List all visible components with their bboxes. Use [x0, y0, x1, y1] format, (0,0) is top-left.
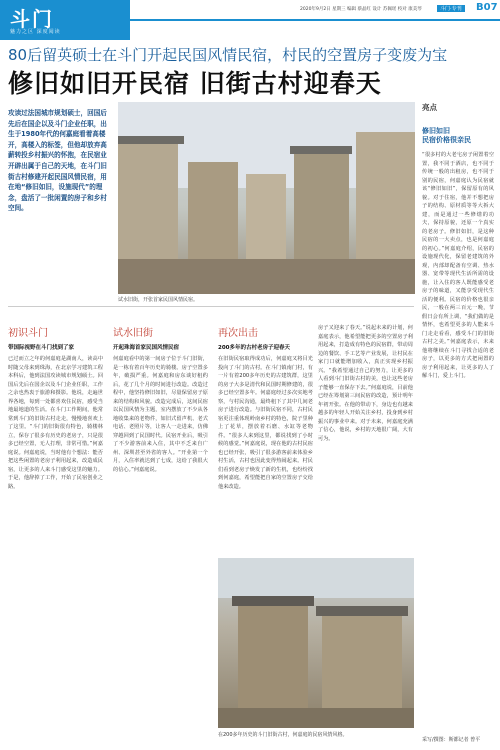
photo-caption: 试水旧街，开张首家民国风情民宿。 [118, 297, 199, 303]
column-body: 何嘉庭看中的第一间房子位于斗门旧街，是一栋有着百年历史的骑楼。房子空置多年，破损严重。何嘉庭和房东谈好租约后，花了几个月的时间进行改造。改造过程中，他坚持修旧如旧，尽量保留房子原来的结构和风貌。改造完成后，这间民宿以民国风情为主题，室内摆放了不少从各地收集来的老物件，如旧式留声机、老式电话、老照片等，让客人一走进来，仿佛穿越回到了民国时代。民宿开业后，吸引了不少游客前来入住，其中不乏来自广州、深圳甚至外省的客人。“开业第一个月，入住率就达到了七成，这给了我很大的信心。”何嘉庭说。 [113, 356, 208, 473]
column-label: 试水旧街 [113, 328, 153, 339]
column-3 [218, 324, 313, 560]
byline-credit: 采写/撰图：斯都记者 曾平 [422, 737, 481, 743]
section-divider [8, 306, 414, 307]
column-body: 在旧街民宿取得成功后，何嘉庭又将目光投向了斗门的古村。在斗门镇南门村，有一片有着200多年历史的古建筑群，这里的房子大多是清代和民国时期修建的，很多已经空置多年。何嘉庭经过多次实地考察，与村民沟通，最终租下了其中几间老房子进行改造。与旧街民宿不同，古村民宿更注重体现岭南乡村的特色，院子里种上了花草，摆放着石磨、水缸等老物件。“很多人来到这里，都说找到了小时候的感觉。”何嘉庭说，现在他的古村民宿也已经开张，吸引了很多游客前来体验乡村生活，古村也因此变得热闹起来。村民们看到老房子焕发了新的生机，也纷纷找到何嘉庭，希望能把自家的空置房子交给他来改造。 [218, 356, 313, 490]
sidebar-body: “很多村的大老宅房子闲置着空置，我不同于酒店，也不同于传统一般的出租房，也不同于别的民宿，何嘉庭认为民宿就该“修旧如旧”，保留原有的风貌。对于住宿，他并不想把房子的结构、原材质等等大拆大建，而是通过一些修缮的功夫，保持原貌，还原一个真实的老房子。修旧如旧，是这种民宿的一大卖点，也是何嘉庭的初心。”何嘉庭介绍，民宿的设施现代化，保留老建筑的外观，内部却配备有空调、热水器、宽带等现代生活所需的设施，让入住的客人既能感受老房子的味道，又能享受现代生活的便利。民宿的价格也很亲民，一般在两三百元一晚，节假日会有所上调，“我们做的是情怀，也希望更多的人能来斗门走走看看，感受斗门的旧街古村之美。”何嘉庭表示，未来他将继续在斗门寻找合适的老房子，以更多的方式把闲置的房子利用起来，让更多的人了解斗门，爱上斗门。 [422, 152, 494, 379]
column-subtitle: 200多年的古村老房子迎春天 [218, 345, 290, 351]
page-title: 修旧如旧开民宿 旧街古村迎春天 [8, 69, 382, 98]
masthead-slogan: 魅力之区 深度阅读 [10, 29, 61, 35]
sidebar-title: 修旧如旧 民宿价格很亲民 [422, 127, 471, 144]
village-photo [218, 558, 414, 728]
column-subtitle: 带国际视野在斗门找到了家 [8, 345, 75, 351]
photo2-caption: 在200多年历史的斗门旧街古村，何嘉庭的民宿风情风格。 [218, 732, 348, 738]
kicker: 80后留英硕士在斗门开起民国风情民宿，村民的空置房子变废为宝 [8, 46, 448, 64]
column-subtitle: 开起珠海首家民国风情民宿 [113, 345, 180, 351]
header-rule [130, 19, 500, 21]
main-photo [118, 102, 415, 294]
column-2 [113, 324, 208, 750]
sidebar [422, 102, 494, 687]
column-1 [8, 324, 103, 750]
column-4 [318, 324, 413, 552]
masthead-banner [0, 0, 130, 40]
page-number: B07 [476, 2, 498, 13]
sidebar-heading: 亮点 [422, 103, 437, 112]
masthead-title: 斗门 [10, 7, 54, 31]
column-label: 初识斗门 [8, 328, 48, 339]
column-body: 房子又迎来了春天。”说起未来的计划，何嘉庭表示，他希望能把更多的空置房子利用起来，打造成有特色的民宿群，带动周边的餐饮、手工艺等产业发展，让村民在家门口就能增加收入，真正实现乡村振兴。“我希望通过自己的努力，让更多的人看到斗门旧街古村的美，也让这些老房子能够一直保存下去。”何嘉庭说，目前他已经在筹划第三间民宿的改造，预计明年年初开张。在他的带动下，身边也有越来越多的年轻人开始关注乡村，投身到乡村振兴的事业中来。对于未来，何嘉庭充满了信心，他说，乡村的天地很广阔，大有可为。 [318, 325, 413, 442]
issue-meta: 2020年9月2日 星期三 编辑 蔡晶红 设计 苏佩瑶 校对 康美琴 [300, 7, 422, 12]
masthead [0, 0, 500, 40]
section-tag: 斗门·专刊 [437, 5, 465, 12]
column-body: 已过而立之年的何嘉庭是湖南人，读高中时随父母来到珠海，在北京学习建筑工程本科后，他到法国攻读城市规划硕士。回国后先后在国企以及斗门企业任职，工作之余也热衷于旅游和摄影。他说，走遍世界各地，每到一处都喜欢住民宿，感受当地最地道的生活。在斗门工作期间，他常常到斗门的旧街古村走走，慢慢地喜欢上了这里。“斗门的旧街很有特色，骑楼林立，保存了很多有历史的老房子，只是很多已经空置，无人打理，非常可惜。”何嘉庭说。何嘉庭说，当时他有个想法：能否把这些闲置的老房子利用起来，改造成民宿，让更多的人来斗门感受这里的魅力。于是，他辞掉了工作，开始了民宿创业之路。 [8, 356, 103, 490]
column-label: 再次出击 [218, 328, 258, 339]
lede-paragraph: 攻读过法国城市规划硕士，回国后先后在国企以及斗门企业任职，出生于1980年代的何嘉庭看着高楼开，高楼入的标签，但他却放弃高薪转投乡村振兴的怀抱，在民宿业开辟出属于自己的天地，在斗门旧街古村修建开起民国风情民宿，用在地“修旧如旧，设施现代”的理念，盘活了一批闲置的房子和乡村空间。 [8, 109, 107, 213]
